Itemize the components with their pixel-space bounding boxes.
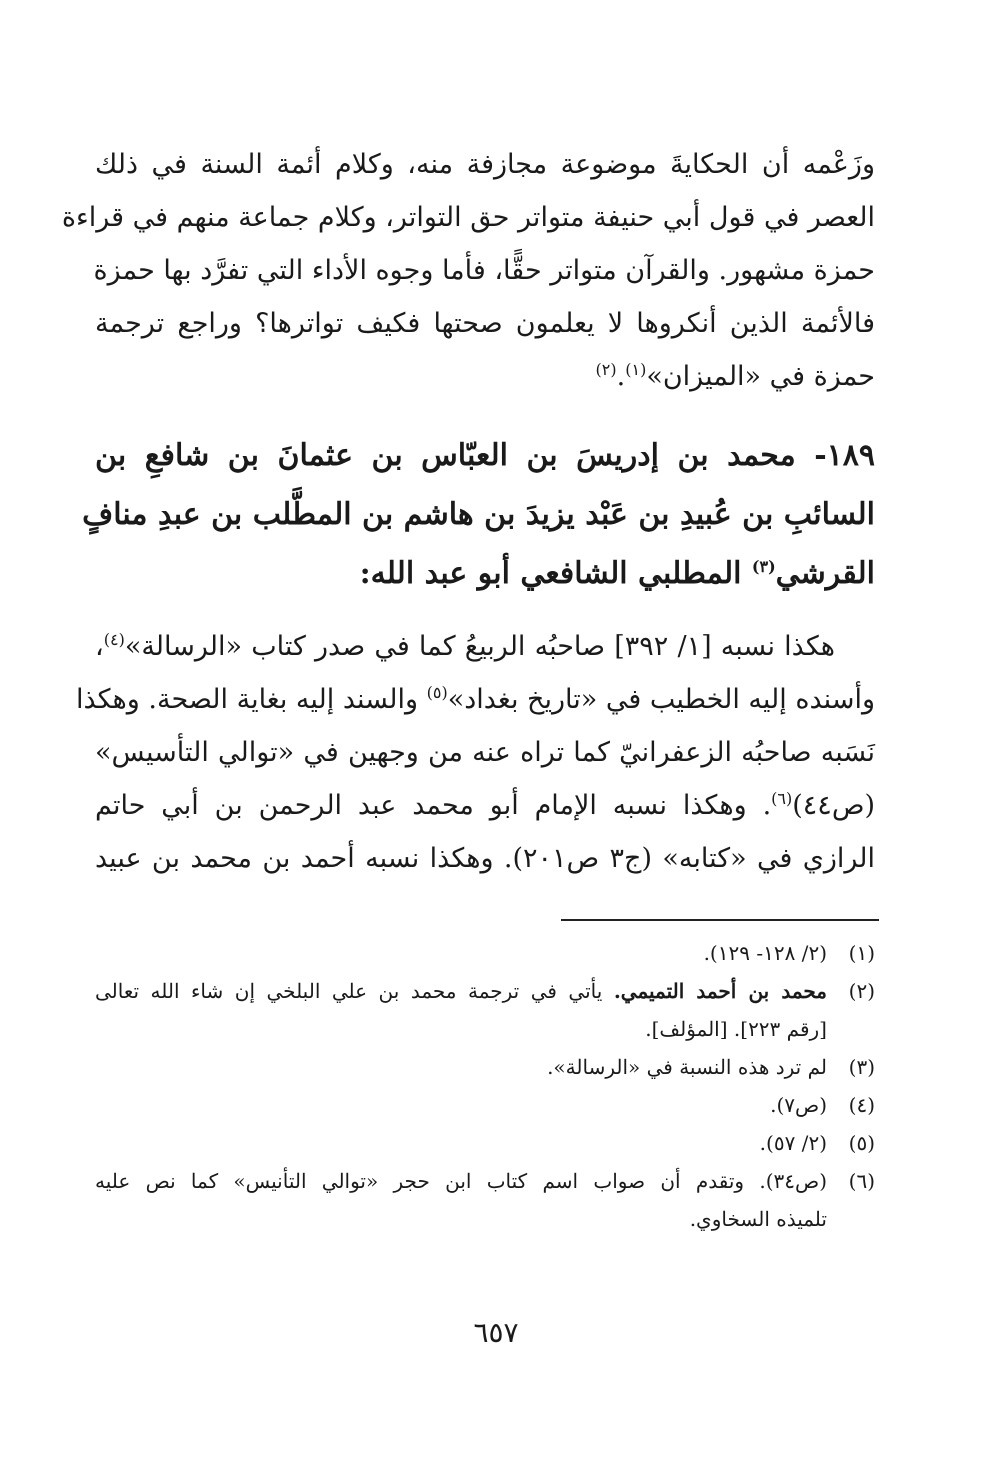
text-line: الرازي في «كتابه» (ج٣ ص٢٠١). وهكذا نسبه أحمد بن محمد بن عبيد — [95, 843, 876, 874]
text-line — [95, 620, 875, 673]
footnote-number: (١) — [848, 941, 875, 965]
footnote-line — [95, 972, 827, 1010]
footnote-bold-lead: محمد بن أحمد التميمي. — [613, 979, 827, 1003]
text-fragment: ، — [95, 631, 104, 662]
footnote-ref: (٥) — [426, 683, 448, 702]
text-fragment: هكذا نسبه [١/ ٣٩٢] صاحبُه الربيعُ كما في صدر كتاب «الرسالة» — [124, 631, 835, 662]
paragraph-intro — [61, 138, 875, 403]
text-line — [75, 673, 875, 726]
heading-line: ١٨٩- محمد بن إدريسَ بن العبّاس بن عثمانَ بن شافعِ بن — [95, 438, 875, 473]
text-fragment: حمزة في «الميزان» — [646, 361, 875, 392]
footnote-text — [95, 1048, 827, 1086]
footnote-ref: (١) — [625, 360, 647, 379]
footnote-line: لم ترد هذه النسبة في «الرسالة». — [547, 1055, 827, 1079]
footnote-line: (٢/ ١٢٨- ١٢٩). — [703, 941, 827, 965]
footnote-line: تلميذه السخاوي. — [689, 1207, 827, 1231]
footnote-ref: (٦) — [771, 789, 793, 808]
footnote-line: (٢/ ٥٧). — [759, 1131, 827, 1155]
text-line: فالأئمة الذين أنكروها لا يعلمون صحتها فكيف تواترها؟ وراجع ترجمة — [95, 308, 875, 339]
footnote-number: (٢) — [848, 979, 875, 1003]
footnote-fragment: يأتي في ترجمة محمد بن علي البلخي إن شاء الله تعالى — [95, 979, 614, 1003]
footnote — [95, 1086, 875, 1124]
footnote — [95, 972, 875, 1048]
entry-heading — [82, 426, 875, 603]
heading-fragment: القرشي — [775, 556, 875, 591]
footnote-number: (٤) — [848, 1093, 875, 1117]
footnote-ref: (٣) — [751, 557, 776, 576]
footnote-text — [95, 1162, 827, 1238]
paragraph-lineage — [75, 620, 876, 885]
heading-fragment: المطلبي الشافعي أبو عبد الله: — [359, 556, 752, 591]
footnote-ref: (٤) — [103, 630, 125, 649]
text-line: نَسَبه صاحبُه الزعفرانيّ كما تراه عنه من وجهين في «توالي التأسيس» — [95, 737, 875, 768]
text-line: حمزة في «الميزان»$^{(١)}$.$^{(٢)}$ — [595, 360, 875, 392]
footnote-text — [95, 1086, 827, 1124]
text-fragment: وأسنده إليه الخطيب في «تاريخ بغداد» — [447, 684, 875, 715]
text-fragment: (ص٤٤) — [792, 790, 875, 821]
footnote-line: [رقم ٢٢٣]. [المؤلف]. — [645, 1017, 827, 1041]
text-line: وزَعْمه أن الحكايةَ موضوعة مجازفة منه، وكلام أئمة السنة في ذلك — [95, 149, 875, 180]
footnote-line: (ص٣٤). وتقدم أن صواب اسم كتاب ابن حجر «توالي التأنيس» كما نص عليه — [95, 1169, 827, 1193]
page-number: ٦٥٧ — [473, 1316, 519, 1349]
text-line: حمزة مشهور. والقرآن متواتر حقًّا، فأما وجوه الأداء التي تفرَّد بها حمزة — [93, 255, 875, 286]
footnote-line: (ص٧). — [770, 1093, 827, 1117]
footnote-number: (٦) — [848, 1169, 875, 1193]
footnote — [95, 934, 875, 972]
footnote-text — [95, 934, 827, 972]
footnote — [95, 1124, 875, 1162]
footnote-separator — [561, 919, 879, 921]
heading-line: السائبِ بن عُبيدِ بن عَبْد يزيدَ بن هاشم بن المطَّلب بن عبدِ منافٍ — [82, 497, 875, 532]
text-line — [95, 779, 875, 832]
text-fragment: . وهكذا نسبه الإمام أبو محمد عبد الرحمن بن أبي حاتم — [95, 790, 772, 821]
footnote-number: (٣) — [848, 1055, 875, 1079]
footnote-ref: (٢) — [595, 360, 617, 379]
text-fragment: والسند إليه بغاية الصحة. وهكذا — [75, 684, 427, 715]
footnote — [95, 1048, 875, 1086]
footnote-number: (٥) — [848, 1131, 875, 1155]
text-line: العصر في قول أبي حنيفة متواتر حق التواتر، وكلام جماعة منهم في قراءة — [61, 202, 875, 233]
footnote-text — [95, 972, 827, 1048]
heading-line — [95, 544, 875, 603]
footnotes — [95, 934, 875, 1238]
footnote-text — [95, 1124, 827, 1162]
footnote — [95, 1162, 875, 1238]
